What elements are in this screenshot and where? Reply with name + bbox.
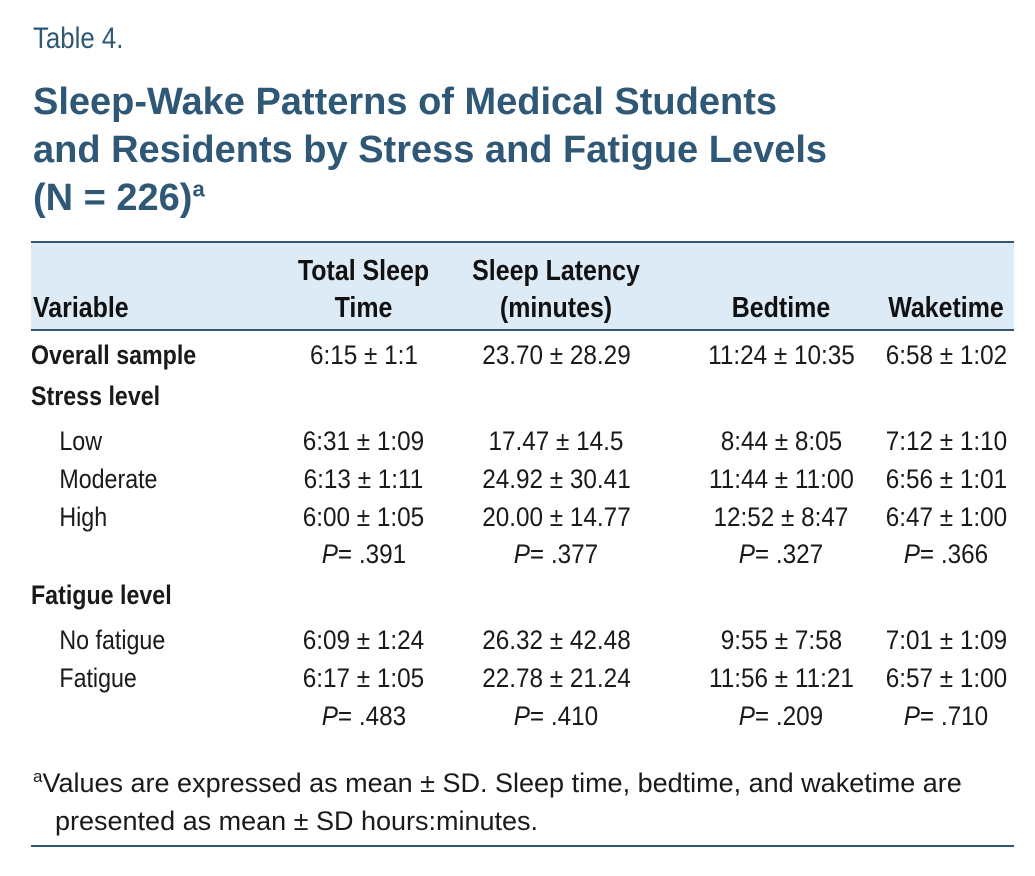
cell-bedtime: 8:44 ± 8:05 <box>720 426 842 456</box>
bottom-rule <box>31 845 1014 847</box>
row-label: Moderate <box>59 464 158 494</box>
cell-waketime: 6:57 ± 1:00 <box>885 663 1007 693</box>
cell-latency: 24.92 ± 30.41 <box>481 464 631 494</box>
cell-latency: 22.78 ± 21.24 <box>481 663 631 693</box>
title-line-2: and Residents by Stress and Fatigue Levels <box>33 129 828 171</box>
cell-total-sleep: 6:31 ± 1:09 <box>302 426 425 456</box>
p-value: P= .327 <box>738 539 824 569</box>
col-header-variable: Variable <box>33 292 129 324</box>
p-value: P= .377 <box>513 539 599 569</box>
title-line-3: (N = 226) <box>33 177 193 219</box>
cell-waketime: 7:01 ± 1:09 <box>885 625 1007 655</box>
table-title <box>33 78 1013 222</box>
cell-bedtime: 11:56 ± 11:21 <box>708 663 854 693</box>
table-row-stress-moderate <box>31 460 1014 498</box>
col-header-total-sleep <box>267 251 461 327</box>
section-header-fatigue <box>31 576 1014 614</box>
footnote-line-2: presented as mean ± SD hours:minutes. <box>55 806 539 836</box>
cell-latency: 20.00 ± 14.77 <box>481 502 631 532</box>
table-label: Table 4. <box>33 22 124 55</box>
p-value: P= .391 <box>321 539 406 569</box>
cell-total-sleep: 6:00 ± 1:05 <box>302 502 425 532</box>
table-row-overall <box>31 336 1014 374</box>
cell-total-sleep: 6:17 ± 1:05 <box>302 663 425 693</box>
cell-total-sleep: 6:13 ± 1:11 <box>303 464 424 494</box>
cell-waketime: 7:12 ± 1:10 <box>885 426 1007 456</box>
cell-total-sleep: 6:15 ± 1:1 <box>309 340 418 370</box>
cell-bedtime: 12:52 ± 8:47 <box>713 502 849 532</box>
cell-waketime: 6:47 ± 1:00 <box>885 502 1007 532</box>
p-value: P= .710 <box>903 701 989 731</box>
cell-latency: 23.70 ± 28.29 <box>481 340 631 370</box>
table-row-stress-high <box>31 498 1014 536</box>
section-label: Stress level <box>31 381 161 411</box>
cell-total-sleep: 6:09 ± 1:24 <box>302 625 425 655</box>
table-row-fatigue-pvalue <box>31 697 1014 735</box>
section-label: Fatigue level <box>31 580 172 610</box>
table-row-fatigue <box>31 659 1014 697</box>
p-value: P= .483 <box>321 701 406 731</box>
row-label: Fatigue <box>59 663 137 693</box>
col-header-latency-line2: (minutes) <box>499 292 613 324</box>
p-value: P= .410 <box>513 701 599 731</box>
col-header-total-sleep-line1: Total Sleep <box>297 255 430 287</box>
table-row-no-fatigue <box>31 621 1014 659</box>
title-line-1: Sleep-Wake Patterns of Medical Students <box>33 81 777 123</box>
cell-waketime: 6:56 ± 1:01 <box>885 464 1007 494</box>
row-label: Overall sample <box>31 340 197 370</box>
footnote-line-1: Values are expressed as mean ± SD. Sleep time, bedtime, and waketime are <box>42 768 962 798</box>
cell-bedtime: 11:44 ± 11:00 <box>708 464 854 494</box>
cell-latency: 17.47 ± 14.5 <box>488 426 624 456</box>
section-header-stress <box>31 377 1014 415</box>
col-header-latency <box>457 251 655 327</box>
cell-bedtime: 9:55 ± 7:58 <box>720 625 842 655</box>
row-label: Low <box>59 426 102 456</box>
row-label: No fatigue <box>59 625 166 655</box>
cell-bedtime: 11:24 ± 10:35 <box>707 340 855 370</box>
col-header-total-sleep-line2: Time <box>334 292 393 324</box>
title-footnote-marker: a <box>192 176 205 202</box>
table-header <box>31 241 1014 331</box>
table-row-stress-pvalue <box>31 535 1014 573</box>
cell-latency: 26.32 ± 42.48 <box>481 625 631 655</box>
table-row-stress-low <box>31 422 1014 460</box>
row-label: High <box>59 502 108 532</box>
p-value: P= .366 <box>903 539 989 569</box>
table-footnote <box>33 764 1013 840</box>
col-header-waketime: Waketime <box>888 292 1004 324</box>
col-header-bedtime: Bedtime <box>731 292 831 324</box>
p-value: P= .209 <box>738 701 824 731</box>
footnote-marker: a <box>33 767 43 786</box>
col-header-latency-line1: Sleep Latency <box>472 255 640 287</box>
cell-waketime: 6:58 ± 1:02 <box>885 340 1007 370</box>
